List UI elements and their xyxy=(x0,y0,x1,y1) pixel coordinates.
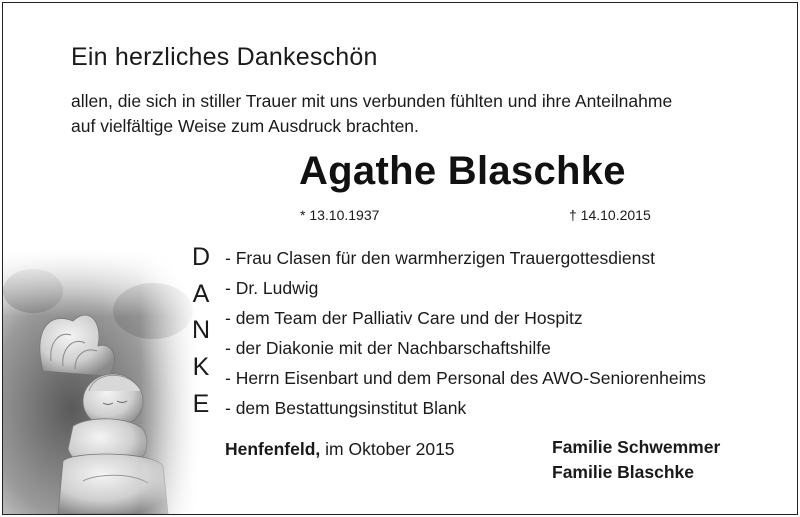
danke-letter-e: E xyxy=(192,390,210,418)
birth-date: * 13.10.1937 xyxy=(300,207,380,223)
place-and-date xyxy=(225,439,455,460)
thanks-list xyxy=(225,243,706,423)
thanks-item: - dem Team der Palliativ Care und der Hospitz xyxy=(225,308,583,328)
intro-line-2: auf vielfältige Weise zum Ausdruck brachten. xyxy=(71,116,419,136)
heading: Ein herzliches Dankeschön xyxy=(71,43,378,71)
danke-letter-n: N xyxy=(191,316,211,344)
death-date: † 14.10.2015 xyxy=(569,207,651,223)
danke-letter-a: A xyxy=(192,280,210,308)
family-name-2: Familie Blaschke xyxy=(552,462,695,482)
family-name-1: Familie Schwemmer xyxy=(552,437,721,457)
angel-statue-image xyxy=(3,251,199,514)
thanks-item: - der Diakonie mit der Nachbarschaftshilfe xyxy=(225,338,551,358)
thanks-item: - Dr. Ludwig xyxy=(225,278,319,298)
danke-letter-k: K xyxy=(192,353,210,381)
danke-letter-d: D xyxy=(191,243,211,271)
thanks-item: - dem Bestattungsinstitut Blank xyxy=(225,398,467,418)
deceased-name: Agathe Blaschke xyxy=(299,149,626,193)
intro-text xyxy=(71,89,751,139)
place-town: Henfenfeld, xyxy=(225,439,321,459)
intro-line-1: allen, die sich in stiller Trauer mit uns verbunden fühlten und ihre Anteilnahme xyxy=(71,91,673,111)
obituary-card xyxy=(2,2,798,515)
thanks-item: - Herrn Eisenbart und dem Personal des AWO-Seniorenheims xyxy=(225,368,706,388)
place-date: im Oktober 2015 xyxy=(325,439,455,459)
thanks-item: - Frau Clasen für den warmherzigen Trauergottesdienst xyxy=(225,248,655,268)
